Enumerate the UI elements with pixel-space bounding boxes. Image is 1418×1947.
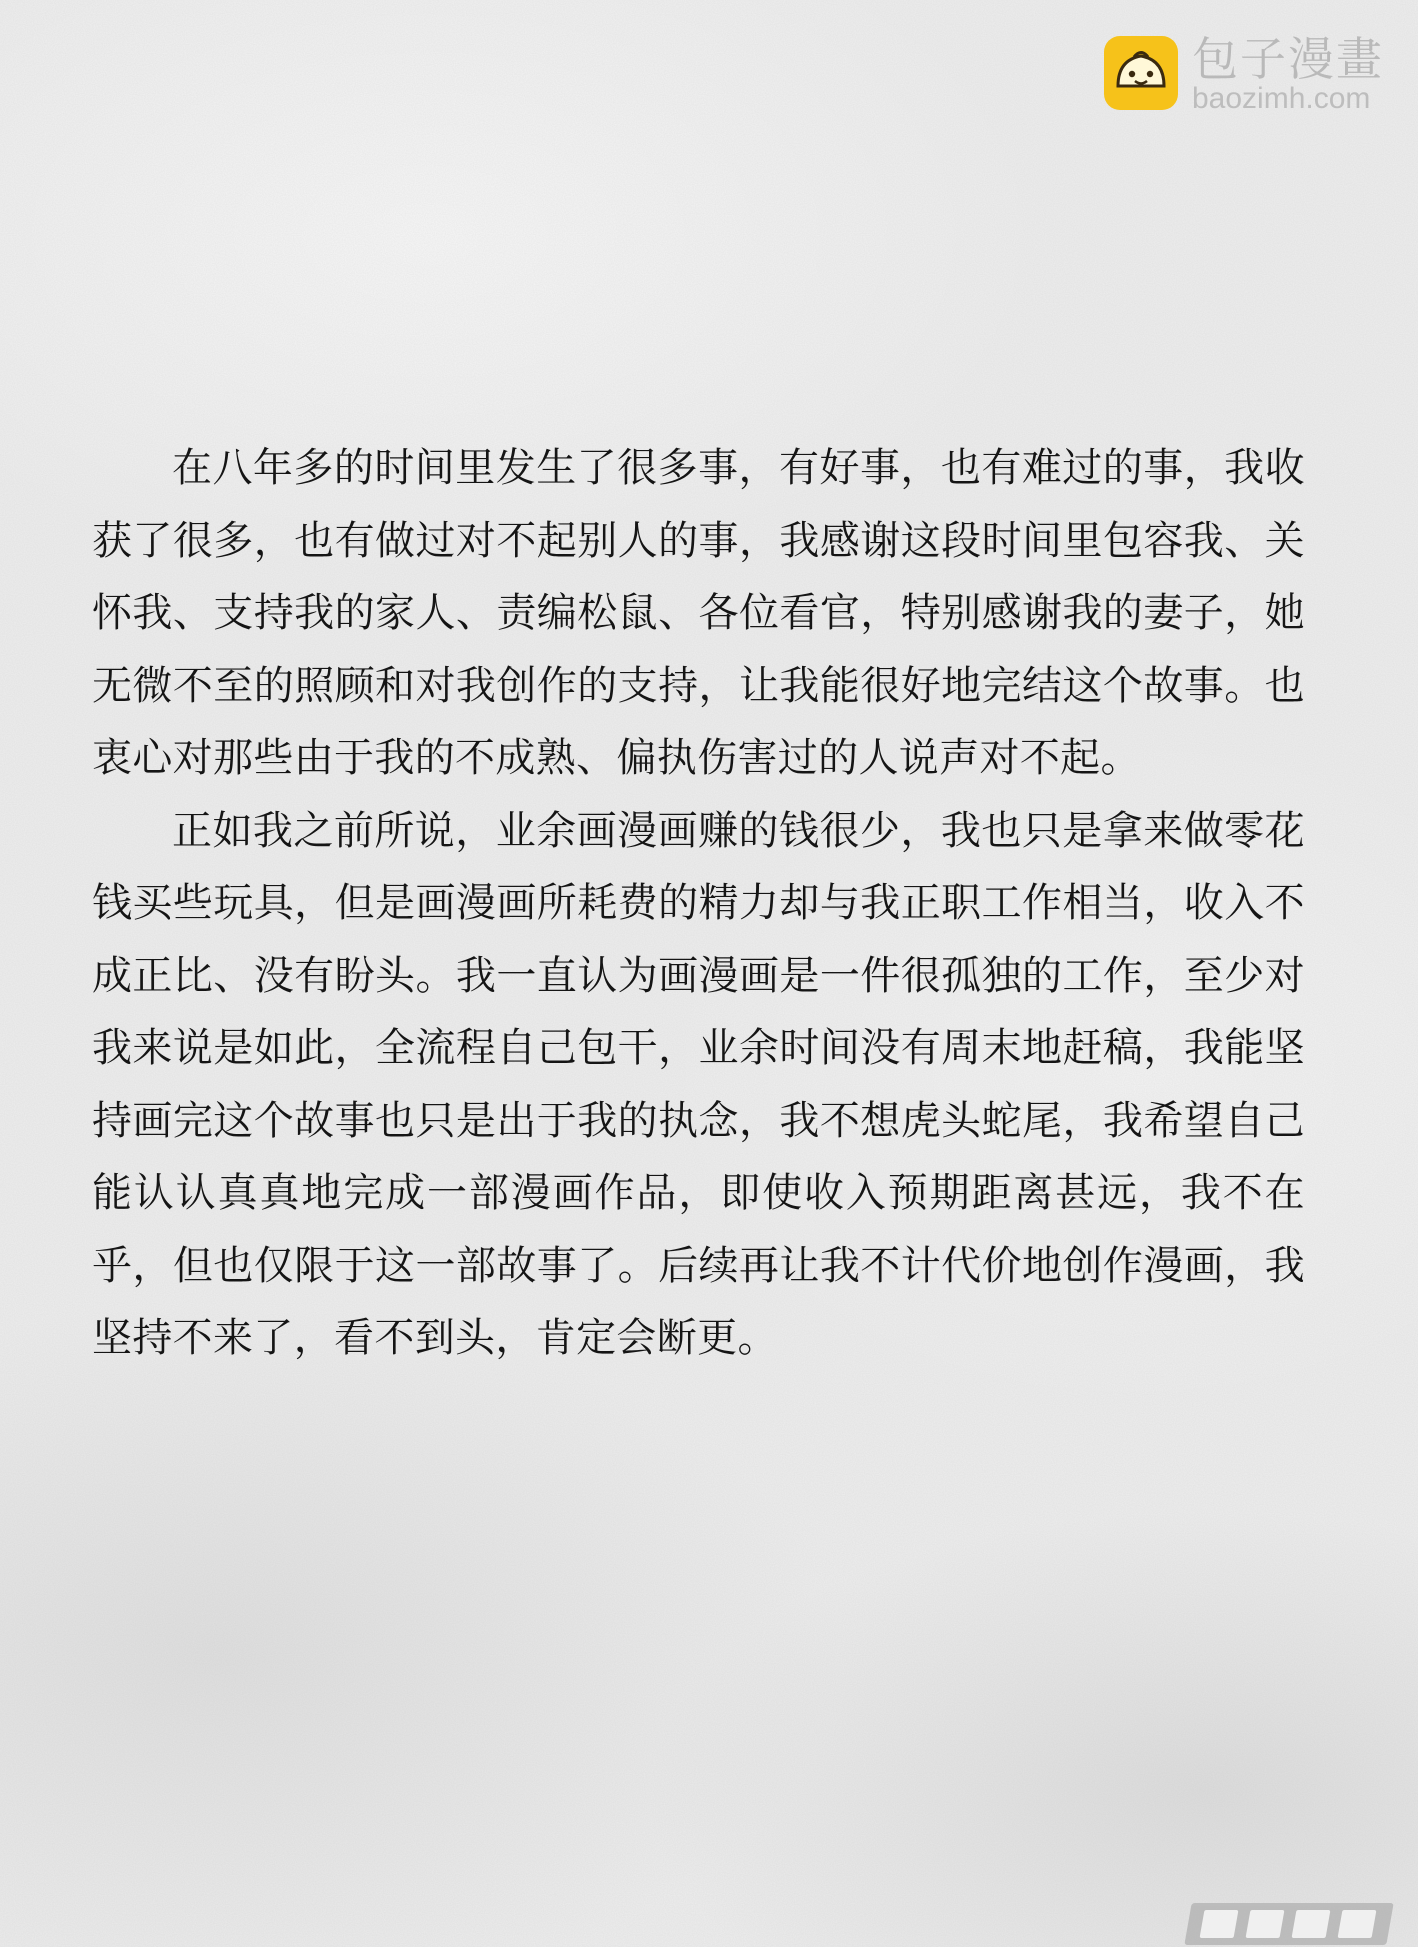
- bun-icon: [1104, 36, 1178, 110]
- afterword-text: [92, 432, 1305, 1375]
- watermark-title: 包子漫畫: [1192, 32, 1384, 86]
- watermark-url: baozimh.com: [1192, 82, 1371, 115]
- paragraph-1: 在八年多的时间里发生了很多事，有好事，也有难过的事，我收获了很多，也有做过对不起别人的事，我感谢这段时间里包容我、关怀我、支持我的家人、责编松鼠、各位看官，特别感谢我的妻子，她无微不至的照顾和对我创作的支持，让我能很好地完结这个故事。也衷心对那些由于我的不成熟、偏执伤害过的人说声对不起。: [92, 445, 1305, 781]
- corner-stamp: [1184, 1903, 1393, 1945]
- watermark-logo[interactable]: [1100, 32, 1400, 114]
- paragraph-2: 正如我之前所说，业余画漫画赚的钱很少，我也只是拿来做零花钱买些玩具，但是画漫画所耗费的精力却与我正职工作相当，收入不成正比、没有盼头。我一直认为画漫画是一件很孤独的工作，至少对我来说是如此，全流程自己包干，业余时间没有周末地赶稿，我能坚持画完这个故事也只是出于我的执念，我不想虎头蛇尾，我希望自己能认认真真地完成一部漫画作品，即使收入预期距离甚远，我不在乎，但也仅限于这一部故事了。后续再让我不计代价地创作漫画，我坚持不来了，看不到头，肯定会断更。: [92, 807, 1305, 1361]
